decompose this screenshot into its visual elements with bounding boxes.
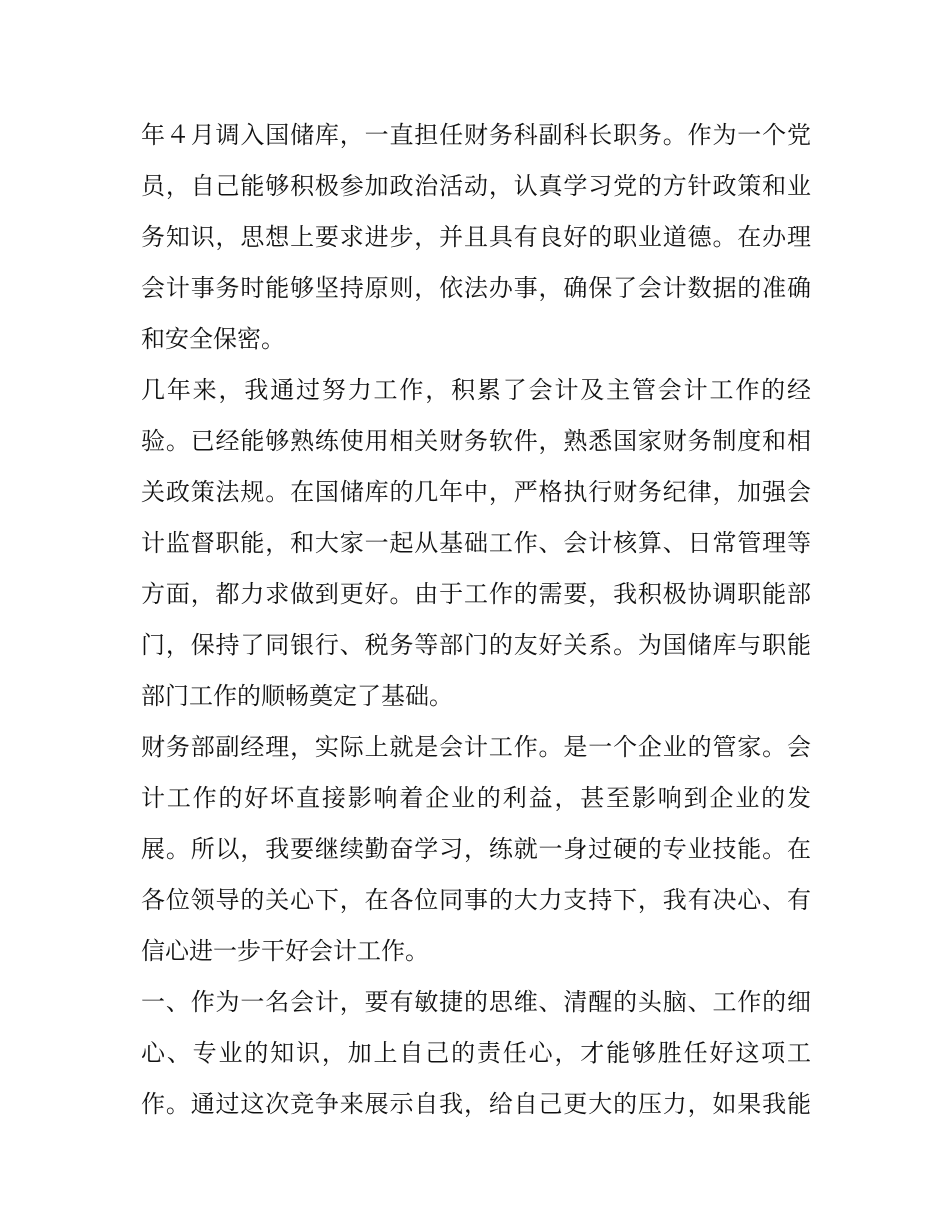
- paragraph-1: [141, 110, 811, 365]
- text-line: 方面，都力求做到更好。由于工作的需要，我积极协调职能部: [141, 580, 811, 608]
- text-line: 关政策法规。在国储库的几年中，严格执行财务纪律，加强会: [141, 478, 811, 506]
- text-line: 会计事务时能够坚持原则，依法办事，确保了会计数据的准确: [141, 274, 811, 302]
- document-body: [141, 110, 811, 1130]
- text-line: 财务部副经理，实际上就是会计工作。是一个企业的管家。会: [141, 733, 811, 761]
- text-line: 计监督职能，和大家一起从基础工作、会计核算、日常管理等: [141, 529, 811, 557]
- paragraph-2: [141, 365, 811, 722]
- text-line: 作。通过这次竞争来展示自我，给自己更大的压力，如果我能: [141, 1090, 811, 1118]
- text-line: 验。已经能够熟练使用相关财务软件，熟悉国家财务制度和相: [141, 427, 811, 455]
- text-line: 年４月调入国储库，一直担任财务科副科长职务。作为一个党: [141, 121, 811, 149]
- text-line: 几年来，我通过努力工作，积累了会计及主管会计工作的经: [141, 376, 811, 404]
- text-line: 门，保持了同银行、税务等部门的友好关系。为国储库与职能: [141, 631, 811, 659]
- text-line: 心、专业的知识，加上自己的责任心，才能够胜任好这项工: [141, 1039, 811, 1067]
- text-line: 一、作为一名会计，要有敏捷的思维、清醒的头脑、工作的细: [141, 988, 811, 1016]
- text-line: 展。所以，我要继续勤奋学习，练就一身过硬的专业技能。在: [141, 835, 811, 863]
- text-line: 和安全保密。: [141, 325, 285, 353]
- text-line: 各位领导的关心下，在各位同事的大力支持下，我有决心、有: [141, 886, 811, 914]
- text-line: 务知识，思想上要求进步，并且具有良好的职业道德。在办理: [141, 223, 811, 251]
- text-line: 员，自己能够积极参加政治活动，认真学习党的方针政策和业: [141, 172, 811, 200]
- paragraph-3: [141, 722, 811, 977]
- text-line: 信心进一步干好会计工作。: [141, 937, 429, 965]
- text-line: 部门工作的顺畅奠定了基础。: [141, 682, 453, 710]
- paragraph-4: [141, 977, 811, 1130]
- text-line: 计工作的好坏直接影响着企业的利益，甚至影响到企业的发: [141, 784, 811, 812]
